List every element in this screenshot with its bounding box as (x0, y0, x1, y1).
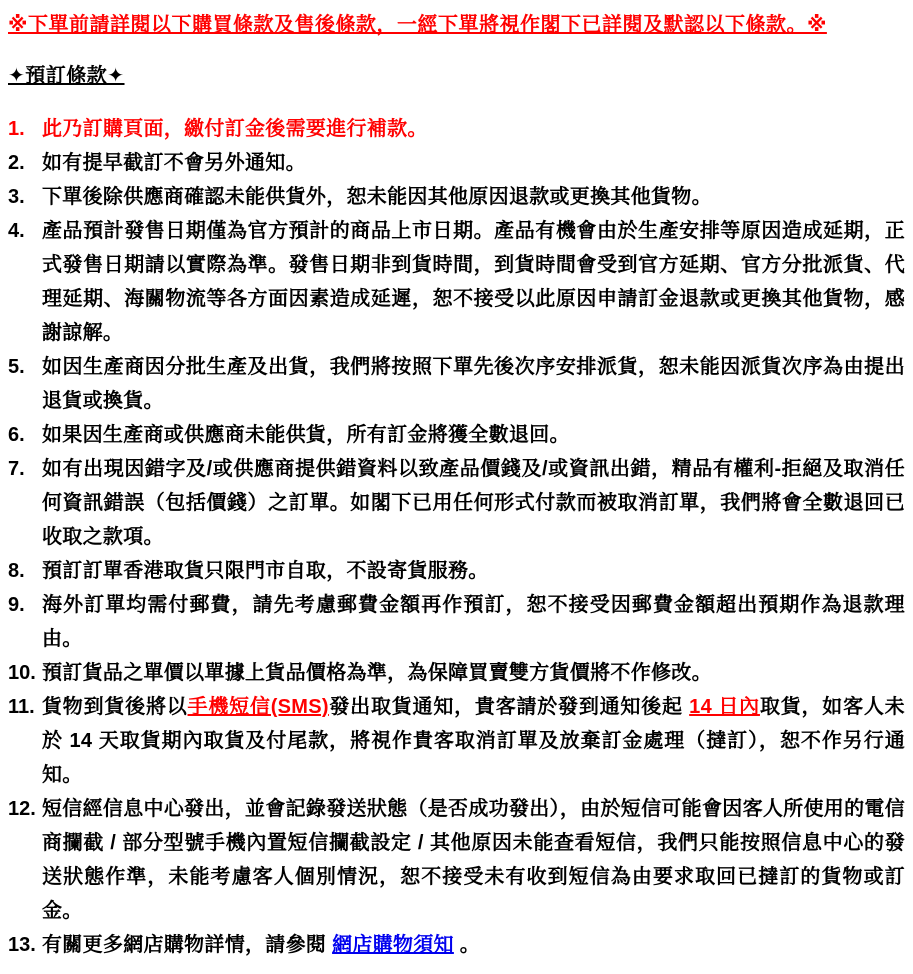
term-text (42, 350, 905, 418)
term-item-2 (8, 146, 905, 180)
term-segment: 如有出現因錯字及/或供應商提供錯資料以致產品價錢及/或資訊出錯，精品有權利-拒絕及取消任何資訊錯誤（包括價錢）之訂單。如閣下已用任何形式付款而被取消訂單，我們將會全數退回已收取之款項。 (42, 458, 905, 548)
term-item-3 (8, 180, 905, 214)
term-segment: 短信經信息中心發出，並會記錄發送狀態（是否成功發出），由於短信可能會因客人所使用的電信商攔截 / 部分型號手機內置短信攔截設定 / 其他原因未能查看短信，我們只能按照信息中心的發送狀態作準，未能考慮客人個別情況，恕不接受未有收到短信為由要求取回已撻訂的貨物或訂金。 (42, 798, 905, 922)
term-text (42, 418, 905, 452)
term-segment: 如果因生產商或供應商未能供貨，所有訂金將獲全數退回。 (42, 424, 570, 446)
term-segment: 預訂訂單香港取貨只限門市自取，不設寄貨服務。 (42, 560, 489, 582)
term-text (42, 690, 905, 792)
term-text (42, 928, 905, 962)
term-item-10 (8, 656, 905, 690)
term-item-8 (8, 554, 905, 588)
term-text (42, 214, 905, 350)
term-segment: 14 日內 (689, 696, 760, 718)
purchase-notice-header: ※下單前請詳閱以下購買條款及售後條款，一經下單將視作閣下已詳閱及默認以下條款。※ (8, 14, 827, 36)
term-number: 3. (8, 186, 25, 208)
term-number: 13. (8, 934, 36, 956)
term-segment: 取貨，如客人未於 14 天取貨期內取貨及付尾款，將視作貴客取消訂單及放棄訂金處理（撻訂），恕不作另行通知。 (42, 696, 905, 786)
shop-notice-link[interactable]: 網店購物須知 (332, 934, 454, 956)
term-number: 6. (8, 424, 25, 446)
term-item-5 (8, 350, 905, 418)
term-number: 1. (8, 118, 25, 140)
term-text (42, 452, 905, 554)
term-segment: 手機短信(SMS) (187, 696, 329, 718)
term-text (42, 792, 905, 928)
term-item-4 (8, 214, 905, 350)
term-segment: 海外訂單均需付郵費，請先考慮郵費金額再作預訂，恕不接受因郵費金額超出預期作為退款理由。 (42, 594, 905, 650)
term-item-7 (8, 452, 905, 554)
term-segment: 預訂貨品之單價以單據上貨品價格為準，為保障買賣雙方貨價將不作修改。 (42, 662, 712, 684)
term-item-9 (8, 588, 905, 656)
term-number: 5. (8, 356, 25, 378)
term-item-13 (8, 928, 905, 962)
term-number: 4. (8, 220, 25, 242)
term-number: 7. (8, 458, 25, 480)
term-item-1 (8, 112, 905, 146)
term-item-12 (8, 792, 905, 928)
term-segment: 有關更多網店購物詳情，請參閱 (42, 934, 333, 956)
term-segment: 。 (453, 934, 481, 956)
term-segment: 此乃訂購頁面，繳付訂金後需要進行補款。 (42, 118, 428, 140)
term-segment: 下單後除供應商確認未能供貨外，恕未能因其他原因退款或更換其他貨物。 (42, 186, 712, 208)
term-number: 12. (8, 798, 36, 820)
term-segment: 貨物到貨後將以 (42, 696, 188, 718)
term-segment: 如有提早截訂不會另外通知。 (42, 152, 306, 174)
term-text (42, 180, 905, 214)
term-segment: 發出取貨通知，貴客請於發到通知後起 (328, 696, 690, 718)
term-segment: 產品預計發售日期僅為官方預計的商品上市日期。產品有機會由於生產安排等原因造成延期，正式發售日期請以實際為準。發售日期非到貨時間，到貨時間會受到官方延期、官方分批派貨、代理延期、海關物流等各方面因素造成延遲，恕不接受以此原因申請訂金退款或更換其他貨物，感謝諒解。 (42, 220, 905, 344)
term-number: 2. (8, 152, 25, 174)
preorder-terms-title: ✦預訂條款✦ (8, 65, 125, 87)
term-number: 10. (8, 662, 36, 684)
term-text (42, 656, 905, 690)
term-segment: 如因生產商因分批生產及出貨，我們將按照下單先後次序安排派貨，恕未能因派貨次序為由提出退貨或換貨。 (42, 356, 905, 412)
term-text (42, 588, 905, 656)
term-text (42, 554, 905, 588)
terms-list (8, 112, 905, 962)
term-item-6 (8, 418, 905, 452)
term-item-11 (8, 690, 905, 792)
term-number: 11. (8, 696, 35, 718)
term-number: 9. (8, 594, 25, 616)
preorder-terms-page (8, 10, 905, 962)
term-text (42, 146, 905, 180)
term-text (42, 112, 905, 146)
term-number: 8. (8, 560, 25, 582)
